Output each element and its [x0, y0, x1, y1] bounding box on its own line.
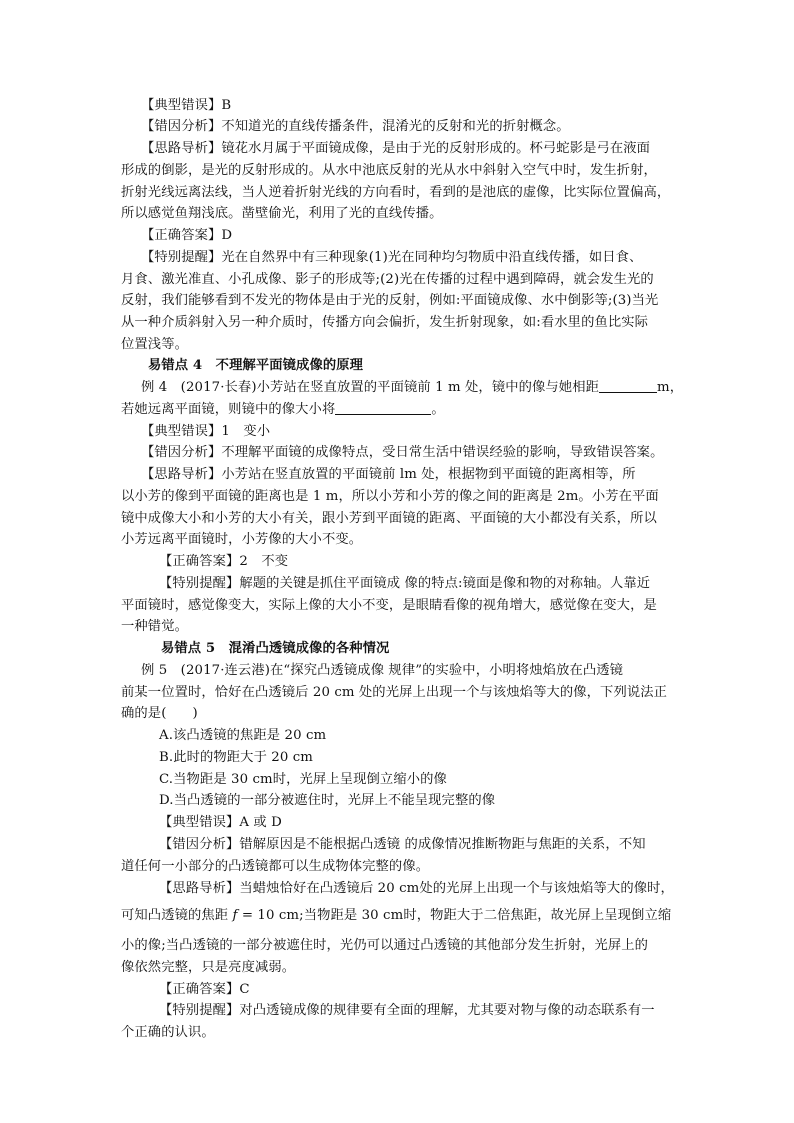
special-reminder-1-line-1: 【特别提醒】光在自然界中有三种现象(1)光在同种均匀物质中沿直线传播，如日食、: [141, 250, 643, 265]
example-4-line-2: [121, 400, 445, 420]
typical-error-5: 【典型错误】A 或 D: [159, 815, 282, 830]
special-reminder-1-line-2: 月食、激光准直、小孔成像、影子的形成等;(2)光在传播的过程中遇到障碍，就会发生光的: [121, 272, 654, 287]
example-4-period: 。: [431, 402, 445, 417]
thinking-guide-1-line-3: 折射光线远离法线，当人逆着折射光线的方向看时，看到的是池底的虚像，比实际位置偏高，: [121, 185, 671, 200]
option-d: D.当凸透镜的一部分被遮住时，光屏上不能呈现完整的像: [159, 793, 496, 808]
option-b: B.此时的物距大于 20 cm: [159, 750, 314, 765]
special-reminder-5-line-2: 个正确的认识。: [121, 1025, 215, 1040]
thinking-guide-4-line-1: 【思路导析】小芳站在竖直放置的平面镜前 lm 处，根据物到平面镜的距离相等，所: [141, 467, 636, 482]
typical-error-1: 【典型错误】B: [141, 98, 232, 113]
thinking-guide-1-line-1: 【思路导析】镜花水月属于平面镜成像，是由于光的反射形成的。杯弓蛇影是弓在液面: [141, 141, 651, 156]
example-5-line-1: 例 5 (2017·连云港)在“探究凸透镜成像 规律”的实验中，小明将烛焰放在凸透镜: [141, 663, 624, 678]
option-c: C.当物距是 30 cm时，光屏上呈现倒立缩小的像: [159, 772, 447, 787]
correct-answer-5: 【正确答案】C: [159, 982, 250, 997]
example-4-question-text: 例 4 (2017·长春)小芳站在竖直放置的平面镜前 1 m 处，镜中的像与她相距: [141, 380, 599, 395]
thinking-guide-5-line-1: 【思路导析】当蜡烛恰好在凸透镜后 20 cm处的光屏上出现一个与该烛焰等大的像时，: [159, 881, 674, 896]
thinking-guide-1-line-2: 形成的倒影，是光的反射形成的。从水中池底反射的光从水中斜射入空气中时，发生折射，: [121, 163, 657, 178]
thinking-guide-5-line-3: 小的像;当凸透镜的一部分被遮住时，光仍可以通过凸透镜的其他部分发生折射，光屏上的: [121, 938, 649, 953]
thinking-guide-1-line-4: 所以感觉鱼翔浅底。凿壁偷光，利用了光的直线传播。: [121, 206, 443, 221]
correct-answer-4: 【正确答案】2 不变: [159, 554, 289, 569]
special-reminder-1-line-4: 从一种介质斜射入另一种介质时，传播方向会偏折，发生折射现象，如:看水里的鱼比实际: [121, 315, 649, 330]
thinking-guide-4-line-3: 镜中成像大小和小芳的大小有关，跟小芳到平面镜的距离、平面镜的大小都没有关系，所以: [121, 511, 657, 526]
section-heading-4: 易错点 4 不理解平面镜成像的原理: [148, 358, 364, 373]
special-reminder-4-line-3: 一种错觉。: [121, 619, 188, 634]
example-5-question-tail: 确的是(: [121, 706, 167, 721]
example-5-line-2: 前某一位置时，恰好在凸透镜后 20 cm 处的光屏上出现一个与该烛焰等大的像，下列说法正: [121, 685, 668, 700]
answer-blank: [335, 400, 431, 415]
typical-error-4: 【典型错误】1 变小: [141, 424, 271, 439]
error-analysis-4: 【错因分析】不理解平面镜的成像特点，受日常生活中错误经验的影响，导致错误答案。: [141, 445, 664, 460]
error-analysis-5-line-2: 道任何一小部分的凸透镜都可以生成物体完整的像。: [121, 859, 430, 874]
option-a: A.该凸透镜的焦距是 20 cm: [159, 728, 327, 743]
thinking-guide-4-line-4: 小芳远离平面镜时，小芳像的大小不变。: [121, 532, 363, 547]
example-4-unit: m，: [657, 380, 684, 395]
special-reminder-1-line-3: 反射，我们能够看到不发光的物体是由于光的反射，例如:平面镜成像、水中倒影等;(3)当光: [121, 293, 659, 308]
section-heading-5: 易错点 5 混淆凸透镜成像的各种情况: [161, 641, 390, 656]
answer-paren-close: ): [192, 706, 198, 721]
error-analysis-1: 【错因分析】不知道光的直线传播条件，混淆光的反射和光的折射概念。: [141, 119, 570, 134]
answer-blank: [599, 378, 657, 393]
example-4-line-1: [141, 378, 683, 398]
example-4-question-text-2: 若她远离平面镜，则镜中的像大小将: [121, 402, 336, 417]
special-reminder-4-line-2: 平面镜时，感觉像变大，实际上像的大小不变，是眼睛看像的视角增大，感觉像在变大，是: [121, 598, 657, 613]
special-reminder-1-line-5: 位置浅等。: [121, 337, 188, 352]
example-5-line-3: [121, 704, 198, 724]
special-reminder-5-line-1: 【特别提醒】对凸透镜成像的规律要有全面的理解，尤其要对物与像的动态联系有一: [159, 1003, 655, 1018]
error-analysis-5-line-1: 【错因分析】错解原因是不能根据凸透镜 的成像情况推断物距与焦距的关系，不知: [159, 837, 646, 852]
thinking-guide-5-line-4: 像依然完整，只是亮度减弱。: [121, 960, 296, 975]
special-reminder-4-line-1: 【特别提醒】解题的关键是抓住平面镜成 像的特点:镜面是像和物的对称轴。人靠近: [159, 576, 651, 591]
thinking-guide-5-line-2: 可知凸透镜的焦距 𝑓 = 10 cm;当物距是 30 cm时，物距大于二倍焦距，故光屏上呈现倒立缩: [121, 908, 672, 923]
thinking-guide-4-line-2: 以小芳的像到平面镜的距离也是 1 m，所以小芳和小芳的像之间的距离是 2m。小芳在平面: [121, 489, 659, 504]
correct-answer-1: 【正确答案】D: [141, 228, 233, 243]
